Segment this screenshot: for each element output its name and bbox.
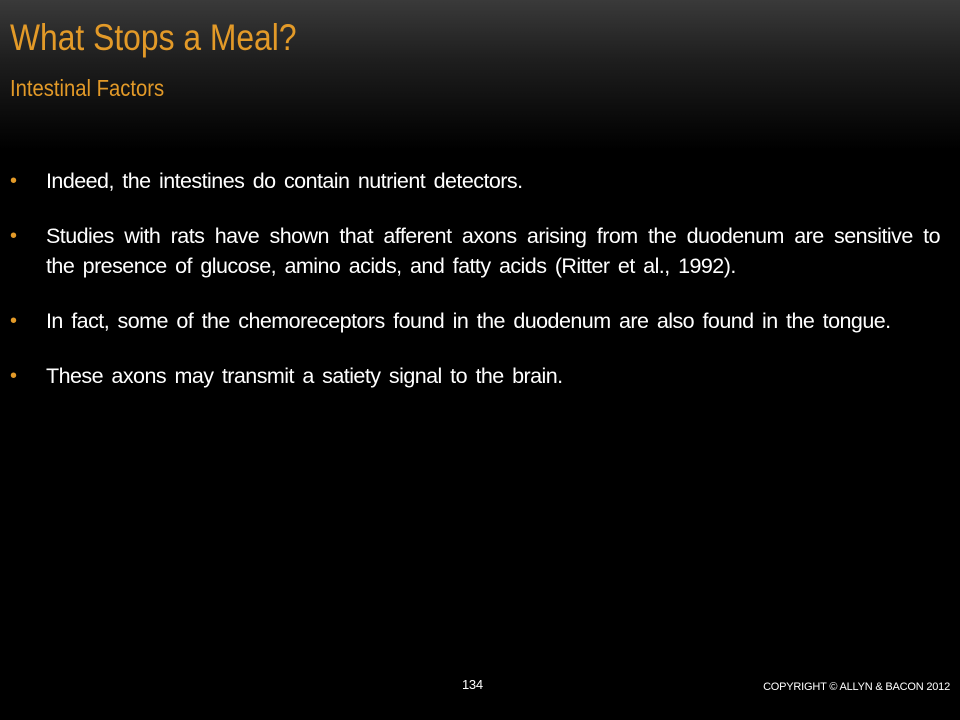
page-number: 134	[462, 677, 483, 692]
bullet-icon: •	[10, 365, 17, 387]
bullet-text: These axons may transmit a satiety signal to the brain.	[46, 364, 563, 388]
bullet-list	[10, 166, 940, 416]
bullet-item	[10, 166, 940, 196]
bullet-item	[10, 306, 940, 336]
bullet-text: Studies with rats have shown that afferent axons arising from the duodenum are sensitive to the presence of glucose, amino acids, and fatty acids (Ritter et al., 1992).	[46, 224, 940, 278]
bullet-item	[10, 221, 940, 281]
bullet-icon: •	[10, 310, 17, 332]
copyright-notice: COPYRIGHT © ALLYN & BACON 2012	[763, 681, 950, 693]
slide-title: What Stops a Meal?	[10, 17, 297, 58]
bullet-icon: •	[10, 170, 17, 192]
bullet-text: In fact, some of the chemoreceptors found in the duodenum are also found in the tongue.	[46, 309, 891, 333]
bullet-item	[10, 361, 940, 391]
bullet-icon: •	[10, 225, 17, 247]
bullet-text: Indeed, the intestines do contain nutrient detectors.	[46, 169, 523, 193]
slide-subtitle: Intestinal Factors	[10, 75, 165, 101]
